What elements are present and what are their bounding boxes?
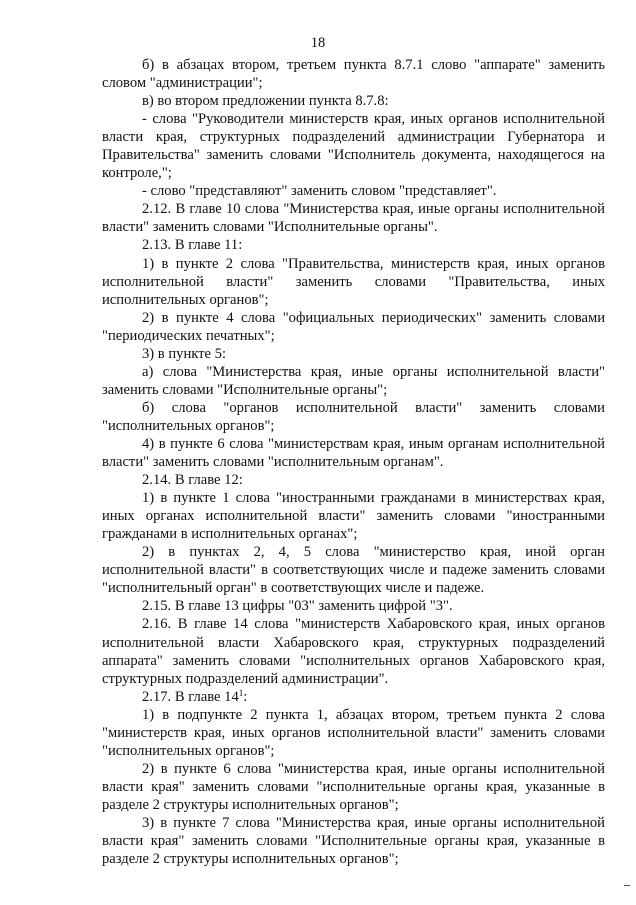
paragraph: - слова "Руководители министерств края, иных органов исполнительной власти края, структурных подразделений администрации Губернатора и Правительства" заменить словами "Исполнитель документа, находящегося на контроле,"; [102, 111, 605, 182]
paragraph: 2) в пунктах 2, 4, 5 слова "министерство края, иной орган исполнительной власти" в соответствующих числе и падеже заменить словами "исполнительный орган" в соответствующих числе и падеже. [102, 544, 605, 597]
paragraph: а) слова "Министерства края, иные органы исполнительной власти" заменить словами "Исполнительные органы"; [102, 363, 605, 398]
paragraph: 2.12. В главе 10 слова "Министерства края, иные органы исполнительной власти" заменить словами "Исполнительные органы". [102, 201, 605, 236]
paragraph: 2.15. В главе 13 цифры "03" заменить цифрой "3". [142, 598, 453, 615]
paragraph: б) слова "органов исполнительной власти" заменить словами "исполнительных органов"; [102, 399, 605, 434]
paragraph: 2.13. В главе 11: [142, 237, 243, 254]
paragraph: б) в абзацах втором, третьем пункта 8.7.1 слово "аппарате" заменить словом "администрации"; [102, 57, 605, 92]
paragraph: 2) в пункте 4 слова "официальных периодических" заменить словами "периодических печатных"; [102, 309, 605, 344]
superscript: 1 [238, 687, 244, 698]
paragraph: 1) в пункте 1 слова "иностранными гражданами в министерствах края, иных органах исполнительной власти" заменить словами "иностранными гражданами в исполнительных органах"; [102, 490, 605, 543]
paragraph-tail: : [243, 688, 248, 705]
paragraph: 2.14. В главе 12: [142, 472, 243, 489]
page-number: 18 [310, 35, 326, 51]
paragraph: - слово "представляют" заменить словом "представляет". [142, 183, 497, 200]
paragraph: 4) в пункте 6 слова "министерствам края, иным органам исполнительной власти" заменить словами "исполнительным органам". [102, 435, 605, 471]
document-body [102, 56, 605, 868]
paragraph: 1) в пункте 2 слова "Правительства, министерств края, иных органов исполнительной власти" заменить словами "Правительства, иных исполнительных органов"; [102, 255, 605, 308]
paragraph: в) во втором предложении пункта 8.7.8: [142, 93, 389, 110]
paragraph-text: 2.17. В главе 14 [142, 688, 239, 705]
margin-mark [624, 885, 630, 886]
paragraph [102, 688, 605, 706]
paragraph: 2) в пункте 6 слова "министерства края, иные органы исполнительной власти края" заменить словами "исполнительные органы края, указанные в разделе 2 структуры исполнительных органов"; [102, 760, 605, 813]
paragraph: 3) в пункте 7 слова "Министерства края, иные органы исполнительной власти края" заменить словами "Исполнительные органы края, указанные в разделе 2 структуры исполнительных органов"; [102, 814, 605, 868]
paragraph: 2.16. В главе 14 слова "министерств Хабаровского края, иных органов исполнительной власти Хабаровского края, структурных подразделений аппарата" заменить словами "исполнительных органов Хабаровского края, структурных подразделений администрации". [102, 616, 605, 687]
paragraph: 3) в пункте 5: [142, 345, 227, 362]
paragraph: 1) в подпункте 2 пункта 1, абзацах втором, третьем пункта 2 слова "министерств края, иных органов исполнительной власти" заменить словами "исполнительных органов"; [102, 706, 605, 759]
